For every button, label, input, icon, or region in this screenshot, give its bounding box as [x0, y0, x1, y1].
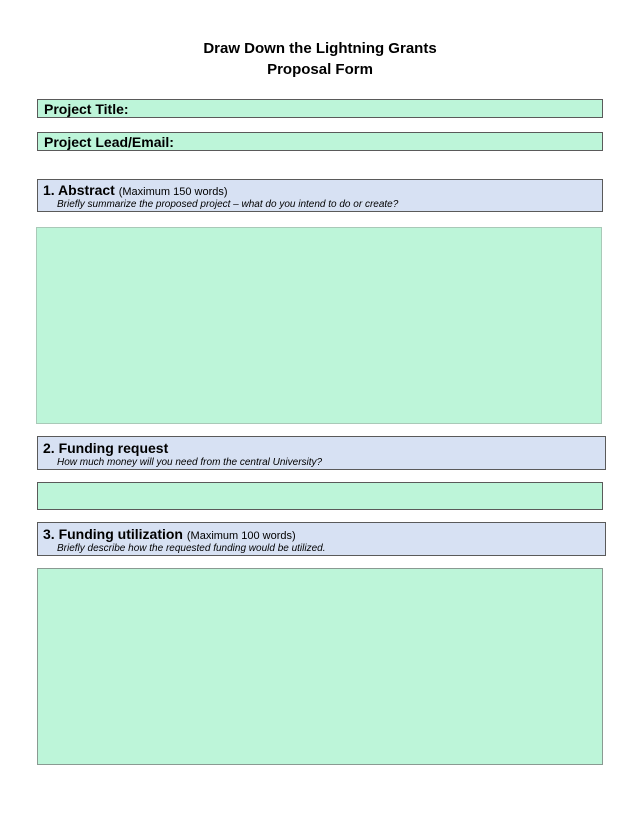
- section-description-funding-utilization: Briefly describe how the requested funding would be utilized.: [57, 543, 326, 554]
- section-heading-abstract: [43, 182, 228, 200]
- funding-request-input[interactable]: [37, 482, 603, 510]
- section-limit-funding-utilization: (Maximum 100 words): [186, 530, 296, 542]
- project-title-field[interactable]: [37, 99, 603, 118]
- section-header-abstract: [37, 179, 603, 212]
- project-title-label: Project Title:: [44, 101, 129, 117]
- section-heading-funding-utilization: [43, 526, 296, 544]
- abstract-input-area[interactable]: [36, 227, 602, 424]
- section-limit-abstract: (Maximum 150 words): [118, 186, 228, 198]
- funding-utilization-input-area[interactable]: [37, 568, 603, 765]
- section-header-funding-request: [37, 436, 606, 470]
- section-description-funding-request: How much money will you need from the central University?: [57, 457, 323, 468]
- form-title-line-2: Proposal Form: [267, 61, 373, 78]
- section-title-funding-utilization: 3. Funding utilization: [43, 526, 183, 542]
- project-lead-email-field[interactable]: [37, 132, 603, 151]
- section-header-funding-utilization: [37, 522, 606, 556]
- section-title-funding-request: 2. Funding request: [43, 440, 169, 456]
- project-lead-email-label: Project Lead/Email:: [44, 134, 174, 150]
- section-title-abstract: 1. Abstract: [43, 182, 115, 198]
- form-title-line-1: Draw Down the Lightning Grants: [203, 40, 437, 57]
- form-title: [0, 38, 640, 80]
- section-heading-funding-request: [43, 440, 168, 456]
- section-description-abstract: Briefly summarize the proposed project – what do you intend to do or create?: [57, 199, 399, 210]
